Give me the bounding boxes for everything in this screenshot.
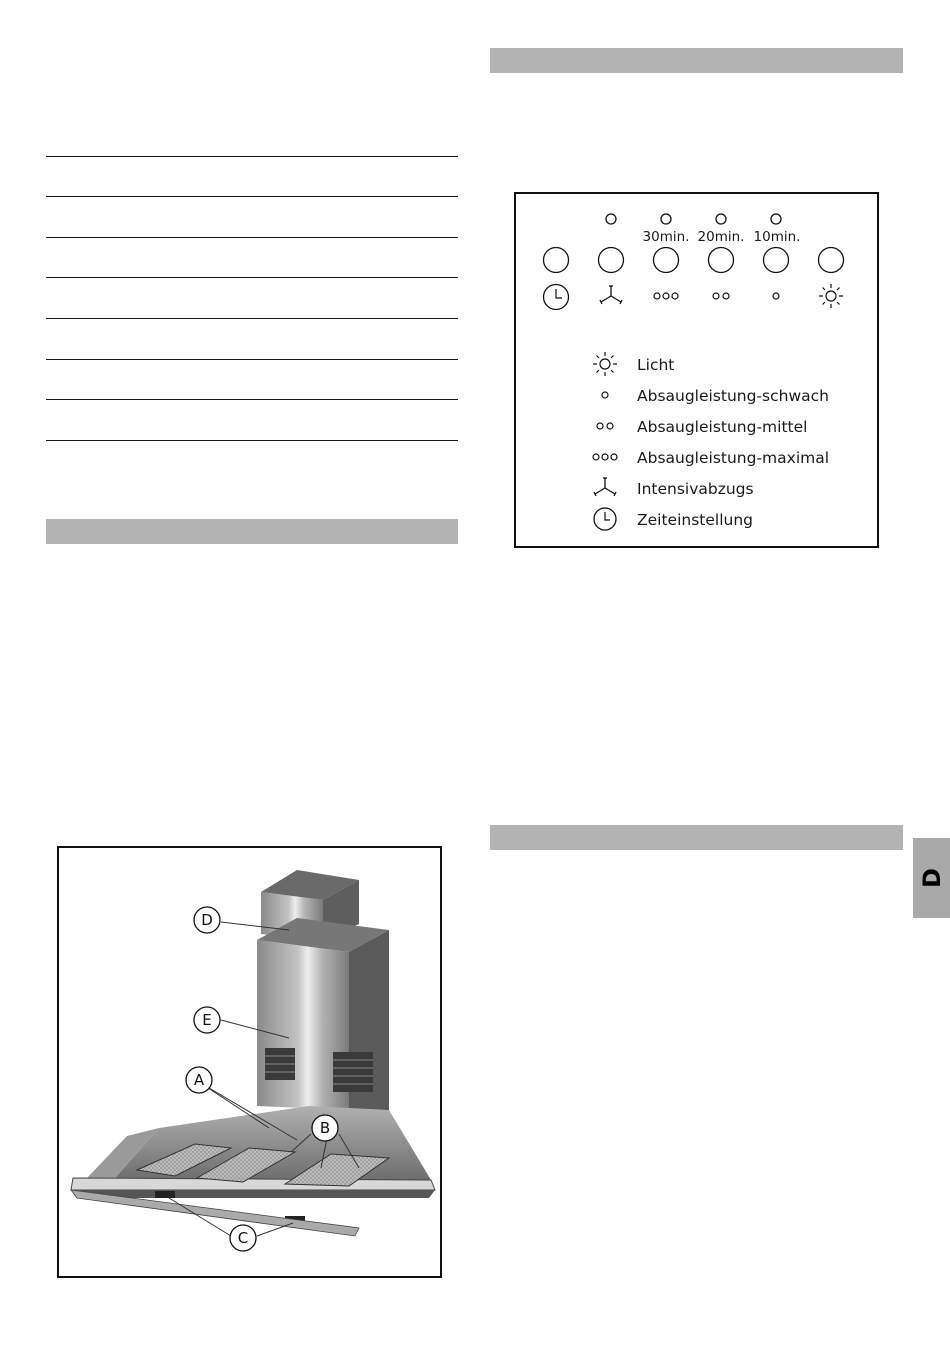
indicator-led	[606, 214, 616, 224]
fan-icon	[594, 478, 616, 496]
callout-d	[194, 907, 220, 933]
clock-icon	[594, 508, 616, 530]
speed-3-button[interactable]	[654, 248, 679, 273]
indicator-led	[716, 214, 726, 224]
range-hood-figure	[57, 846, 442, 1278]
timer-label-10: 10min.	[753, 229, 801, 245]
canopy	[71, 1106, 435, 1236]
table-rule	[46, 196, 458, 197]
legend-label-schwach: Absaugleistung-schwach	[637, 387, 830, 405]
language-tab	[913, 838, 950, 918]
indicator-led	[661, 214, 671, 224]
one-dot-icon	[602, 392, 608, 398]
two-dots-icon	[713, 293, 729, 299]
speed-1-button[interactable]	[764, 248, 789, 273]
two-dots-icon	[597, 423, 613, 429]
section-header-bar	[46, 519, 458, 544]
table-rule	[46, 237, 458, 238]
legend-label-zeit: Zeiteinstellung	[637, 511, 753, 529]
callout-a	[186, 1067, 212, 1093]
language-tab-label: D	[917, 868, 946, 888]
table-rule	[46, 359, 458, 360]
timer-label-30: 30min.	[642, 229, 690, 245]
timer-label-20: 20min.	[697, 229, 745, 245]
indicator-led	[771, 214, 781, 224]
section-header-bar	[490, 825, 903, 850]
svg-text:E: E	[202, 1011, 212, 1029]
callout-e	[194, 1007, 220, 1033]
svg-text:C: C	[237, 1229, 249, 1247]
table-rule	[46, 318, 458, 319]
three-dots-icon	[593, 454, 617, 460]
svg-text:B: B	[319, 1119, 331, 1137]
lower-chimney	[257, 918, 389, 1110]
callout-c	[230, 1225, 256, 1251]
three-dots-icon	[654, 293, 678, 299]
light-button[interactable]	[819, 248, 844, 273]
table-rule	[46, 440, 458, 441]
sun-icon	[819, 284, 843, 308]
legend-label-maximal: Absaugleistung-maximal	[637, 449, 830, 467]
speed-2-button[interactable]	[709, 248, 734, 273]
table-rule	[46, 399, 458, 400]
svg-text:A: A	[193, 1071, 205, 1089]
svg-text:D: D	[201, 911, 213, 929]
table-rule	[46, 156, 458, 157]
clock-icon	[544, 285, 569, 310]
control-knob	[155, 1191, 175, 1198]
table-rule	[46, 277, 458, 278]
timer-button[interactable]	[544, 248, 569, 273]
legend-label-licht: Licht	[637, 356, 675, 374]
callout-b	[312, 1115, 338, 1141]
section-header-bar	[490, 48, 903, 73]
intensive-button[interactable]	[599, 248, 624, 273]
one-dot-icon	[773, 293, 779, 299]
legend-label-intensiv: Intensivabzugs	[637, 480, 754, 498]
legend-label-mittel: Absaugleistung-mittel	[637, 418, 808, 436]
control-panel-diagram	[514, 192, 879, 548]
fan-icon	[600, 286, 622, 304]
sun-icon	[593, 352, 617, 376]
